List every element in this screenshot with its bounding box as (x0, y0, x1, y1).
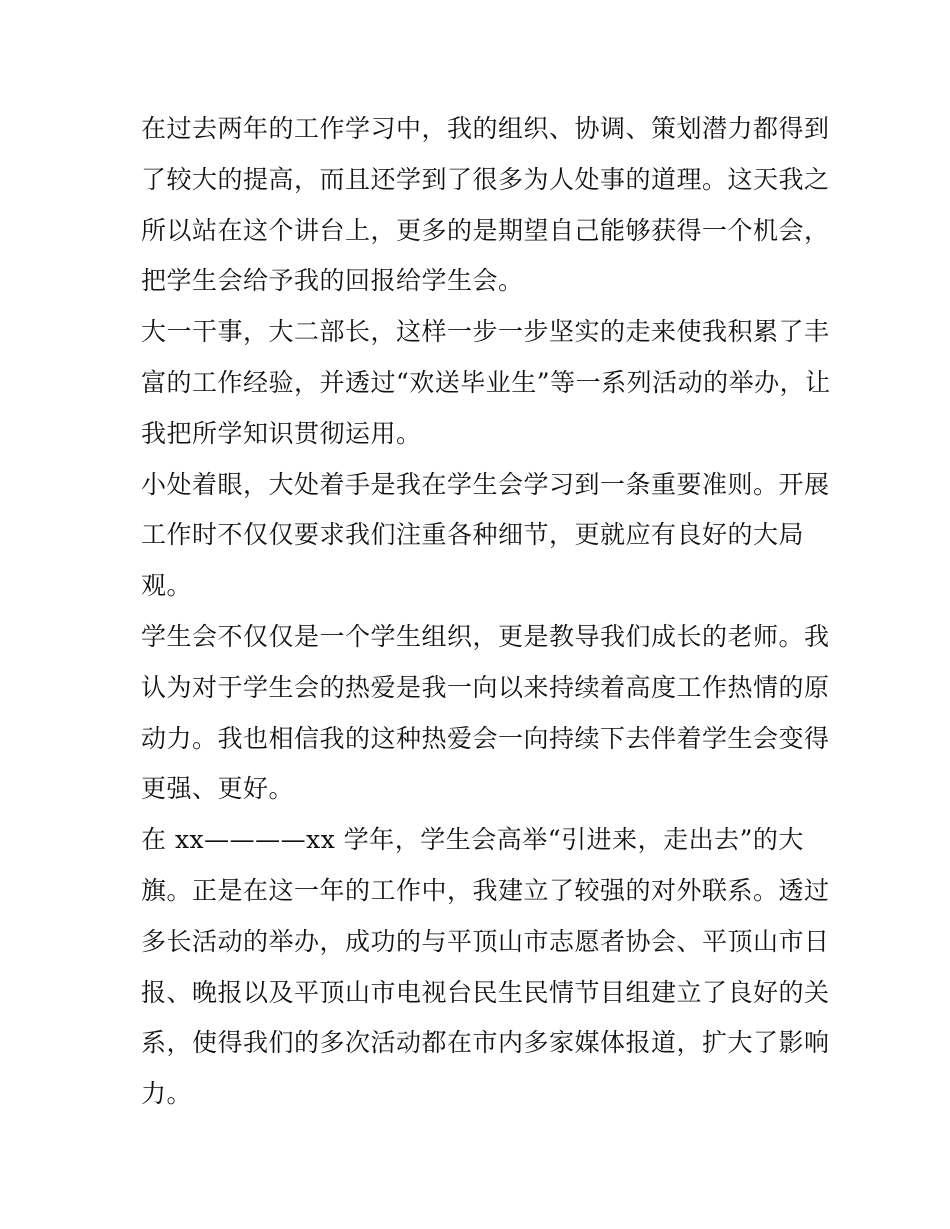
document-body (141, 104, 831, 1120)
paragraph-5 (141, 815, 830, 1120)
text-line: 力。 (141, 1079, 193, 1109)
text-line: 所以站在这个讲台上，更多的是期望自己能够获得一个机会， (141, 215, 830, 245)
text-line: 了较大的提高，而且还学到了很多为人处事的道理。这天我之 (141, 164, 830, 194)
text-line: 学生会不仅仅是一个学生组织，更是教导我们成长的老师。我 (141, 621, 830, 651)
paragraph-4 (141, 612, 830, 815)
text-line: 系，使得我们的多次活动都在市内多家媒体报道，扩大了影响 (141, 1028, 830, 1058)
paragraph-1 (141, 104, 830, 307)
paragraph-3 (141, 460, 830, 612)
text-line: 动力。我也相信我的这种热爱会一向持续下去伴着学生会变得 (141, 723, 830, 753)
text-line: 在过去两年的工作学习中，我的组织、协调、策划潜力都得到 (141, 114, 830, 143)
text-line: 旗。正是在这一年的工作中，我建立了较强的对外联系。透过 (141, 875, 830, 905)
text-line: 认为对于学生会的热爱是我一向以来持续着高度工作热情的原 (141, 672, 830, 702)
text-line: 大一干事，大二部长，这样一步一步坚实的走来使我积累了丰 (141, 317, 830, 347)
text-line: 小处着眼，大处着手是我在学生会学习到一条重要准则。开展 (141, 469, 830, 499)
text-line: 更强、更好。 (141, 774, 295, 804)
text-line: 工作时不仅仅要求我们注重各种细节，更就应有良好的大局 (141, 520, 805, 550)
text-line: 富的工作经验，并透过“欢送毕业生”等一系列活动的举办，让 (141, 367, 831, 397)
text-line: 观。 (141, 571, 193, 601)
text-line: 我把所学知识贯彻运用。 (141, 418, 422, 448)
text-line: 多长活动的举办，成功的与平顶山市志愿者协会、平顶山市日 (141, 926, 830, 956)
text-line: 在 xx————xx 学年，学生会高举“引进来，走出去”的大 (141, 825, 804, 855)
text-line: 报、晚报以及平顶山市电视台民生民情节目组建立了良好的关 (141, 977, 830, 1007)
text-line: 把学生会给予我的回报给学生会。 (141, 266, 524, 296)
paragraph-2 (141, 307, 831, 459)
